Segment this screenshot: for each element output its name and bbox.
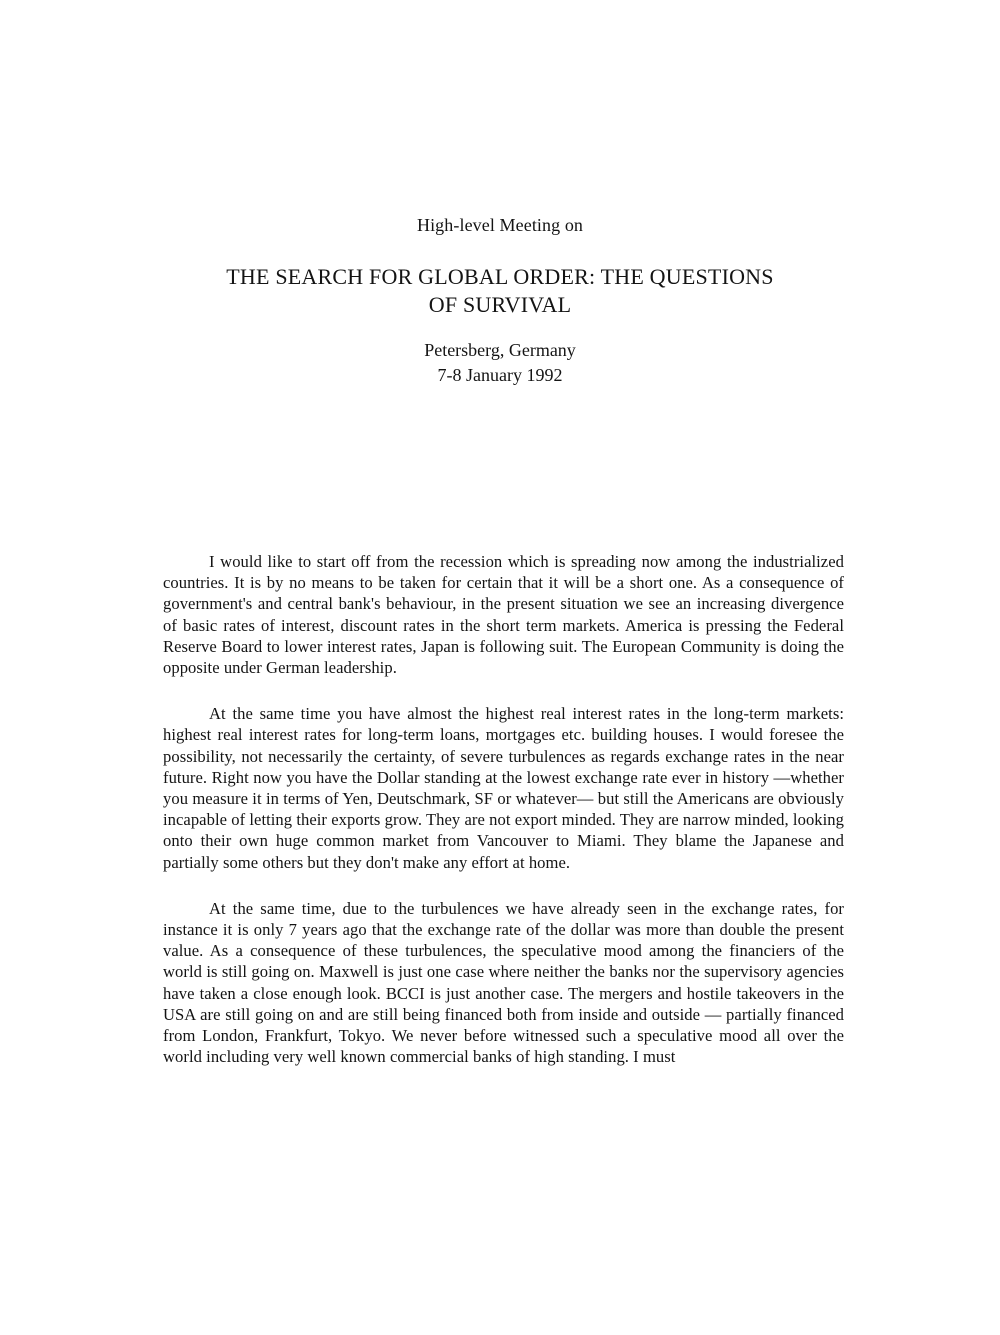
paragraph-3: At the same time, due to the turbulences we have already seen in the exchange rates, for instance it is only 7 years ago that the exchange rate of the dollar was more than double the present value. As a consequence of these turbulences, the speculative mood among the financiers of the world is still going on. Maxwell is just one case where neither the banks nor the supervisory agencies have taken a close enough look. BCCI is just another case. The mergers and hostile takeovers in the USA are still going on and are still being financed both from inside and outside — partially financed from London, Frankfurt, Tokyo. We never before witnessed such a speculative mood all over the world including very well known commercial banks of high standing. I must [163,898,844,1067]
paragraph-2: At the same time you have almost the highest real interest rates in the long-term markets: highest real interest rates for long-term loans, mortgages etc. building houses. I would foresee the possibility, not necessarily the certainty, of severe turbulences as regards exchange rates in the near future. Right now you have the Dollar standing at the lowest exchange rate ever in history —whether you measure it in terms of Yen, Deutschmark, SF or whatever— but still the Americans are obviously incapable of letting their exports grow. They are not export minded. They are narrow minded, looking onto their own huge common market from Vancouver to Miami. They blame the Japanese and partially some others but they don't make any effort at home. [163,704,844,872]
meeting-pre-title: High-level Meeting on [416,215,584,235]
meeting-date: 7-8 January 1992 [437,365,563,385]
paragraph-1: I would like to start off from the recession which is spreading now among the industrialized countries. It is by no means to be taken for certain that it will be a short one. As a consequence of government's and central bank's behaviour, in the present situation we see an increasing divergence of basic rates of interest, discount rates in the short term markets. America is pressing the Federal Reserve Board to lower interest rates, Japan is following suit. The European Community is doing the opposite under German leadership. [163,552,844,678]
title-line-1: THE SEARCH FOR GLOBAL ORDER: THE QUESTIONS [226,264,774,289]
document-body [163,551,844,1092]
title-line-2: OF SURVIVAL [428,292,572,317]
meeting-place: Petersberg, Germany [424,340,576,360]
document-title [140,263,860,319]
